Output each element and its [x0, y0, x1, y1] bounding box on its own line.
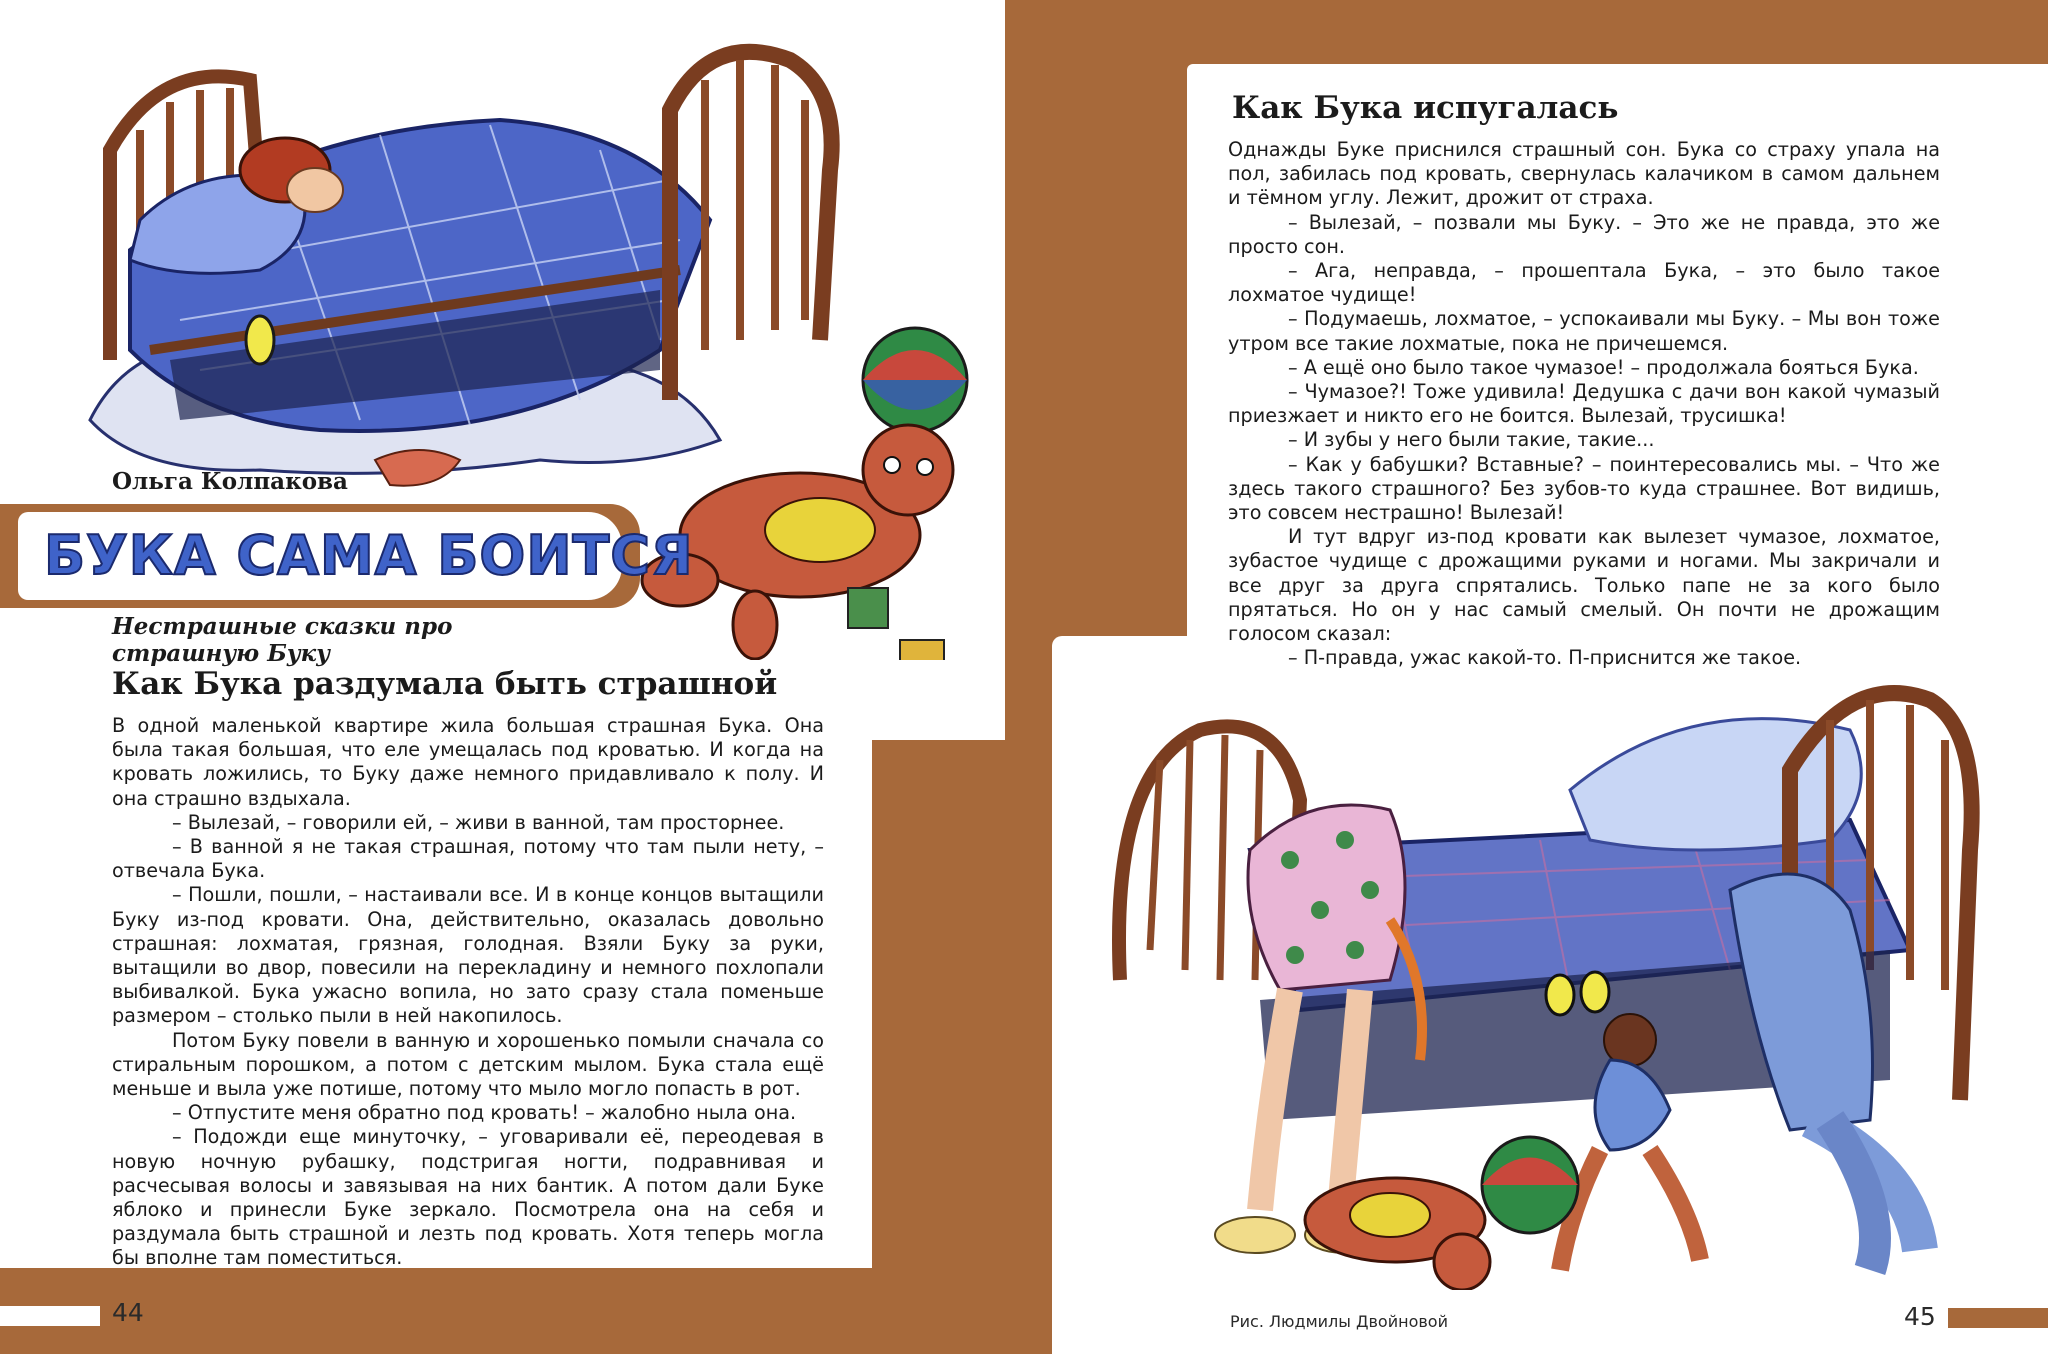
page-number-right: 45: [1904, 1302, 1936, 1331]
left-story-title: Как Бука раздумала быть страшной: [112, 666, 778, 702]
illustrator-credit: Рис. Людмилы Двойновой: [1230, 1312, 1448, 1331]
right-paragraph: – Ага, неправда, – прошептала Бука, – это было такое лохматое чудище!: [1228, 259, 1940, 307]
right-paragraph: – А ещё оно было такое чумазое! – продолжала бояться Бука.: [1288, 355, 1919, 379]
book-subtitle: [112, 613, 452, 667]
right-paragraph: – И зубы у него были такие, такие...: [1288, 428, 1655, 452]
left-paragraph: Потом Буку повели в ванную и хорошенько помыли сначала со стиральным порошком, а потом с детским мылом. Бука стала ещё меньше и выла уже потише, потому что мыло могло попасть в рот.: [112, 1028, 824, 1101]
right-footer-strip-brown: [1948, 1308, 2048, 1328]
book-title-plate: [18, 512, 694, 600]
left-footer-strip: [0, 1306, 100, 1326]
book-title-banner: [0, 504, 694, 608]
book-title: БУКА САМА БОИТСЯ: [44, 524, 694, 587]
subtitle-line-1: Нестрашные сказки про: [112, 613, 453, 640]
left-paragraph: – Подожди еще минуточку, – уговаривали её, переодевая в новую ночную рубашку, подстригая ногти, подравнивая и расчесывая волосы и завязывая на них бантик. А потом дали Буке яблоко и принесли Буке зеркало. Посмотрела она на себя и раздумала быть страшной и лезть под кровать. Хотя теперь могла бы вполне там поместиться.: [112, 1125, 824, 1270]
page-number-left: 44: [112, 1298, 144, 1327]
right-paragraph: – П-правда, ужас какой-то. П-приснится же такое.: [1288, 646, 1802, 670]
right-paragraph: – Подумаешь, лохматое, – успокаивали мы Буку. – Мы вон тоже утром все такие лохматые, пока не причешемся.: [1228, 307, 1940, 355]
right-paragraph: – Чумазое?! Тоже удивила! Дедушка с дачи вон какой чумазый приезжает и никто его не боится. Вылезай, трусишка!: [1228, 380, 1940, 428]
left-paragraph: – Пошли, пошли, – настаивали все. И в конце концов вытащили Буку из-под кровати. Она, действительно, оказалась довольно страшная: лохматая, грязная, голодная. Взяли Буку за руки, вытащили во двор, повесили на перекладину и немного похлопали выбивалкой. Бука ужасно вопила, но зато сразу стала поменьше размером – столько пыли в ней накопилось.: [112, 883, 824, 1028]
right-paragraph: Однажды Буке приснился страшный сон. Бука со страху упала на пол, забилась под кровать, свернулась калачиком в самом дальнем и тёмном углу. Лежит, дрожит от страха.: [1228, 138, 1940, 210]
right-paragraph: – Как у бабушки? Вставные? – поинтересовались мы. – Что же здесь такого страшного? Без зубов-то куда страшнее. Вот видишь, это совсем нестрашно! Вылезай!: [1228, 452, 1940, 525]
right-paragraph: – Вылезай, – позвали мы Буку. – Это же не правда, это же просто сон.: [1228, 210, 1940, 258]
family-looking-under-bed-illustration: [1090, 650, 2020, 1290]
left-paragraph: – Отпустите меня обратно под кровать! – жалобно ныла она.: [172, 1101, 797, 1125]
left-paragraph: – Вылезай, – говорили ей, – живи в ванной, там просторнее.: [172, 810, 785, 834]
left-story-body: [112, 714, 824, 1271]
right-paragraph: И тут вдруг из-под кровати как вылезет чумазое, лохматое, зубастое чудище с дрожащими руками и ногами. Мы закричали и все друг за друга спрятались. Только папе не за кого было прятаться. Но он у нас самый смелый. Он почти не дрожащим голосом сказал:: [1228, 525, 1940, 646]
right-story-title: Как Бука испугалась: [1232, 90, 1619, 126]
left-paragraph: – В ванной я не такая страшная, потому что там пыли нету, – отвечала Бука.: [112, 835, 824, 883]
author-name: Ольга Колпакова: [112, 468, 348, 495]
left-paragraph: В одной маленькой квартире жила большая страшная Бука. Она была такая большая, что еле умещалась под кроватью. И когда на кровать ложились, то Буку даже немного придавливало к полу. И она страшно вздыхала.: [112, 714, 824, 810]
right-story-body: [1228, 138, 1940, 670]
subtitle-line-2: страшную Буку: [112, 640, 330, 667]
